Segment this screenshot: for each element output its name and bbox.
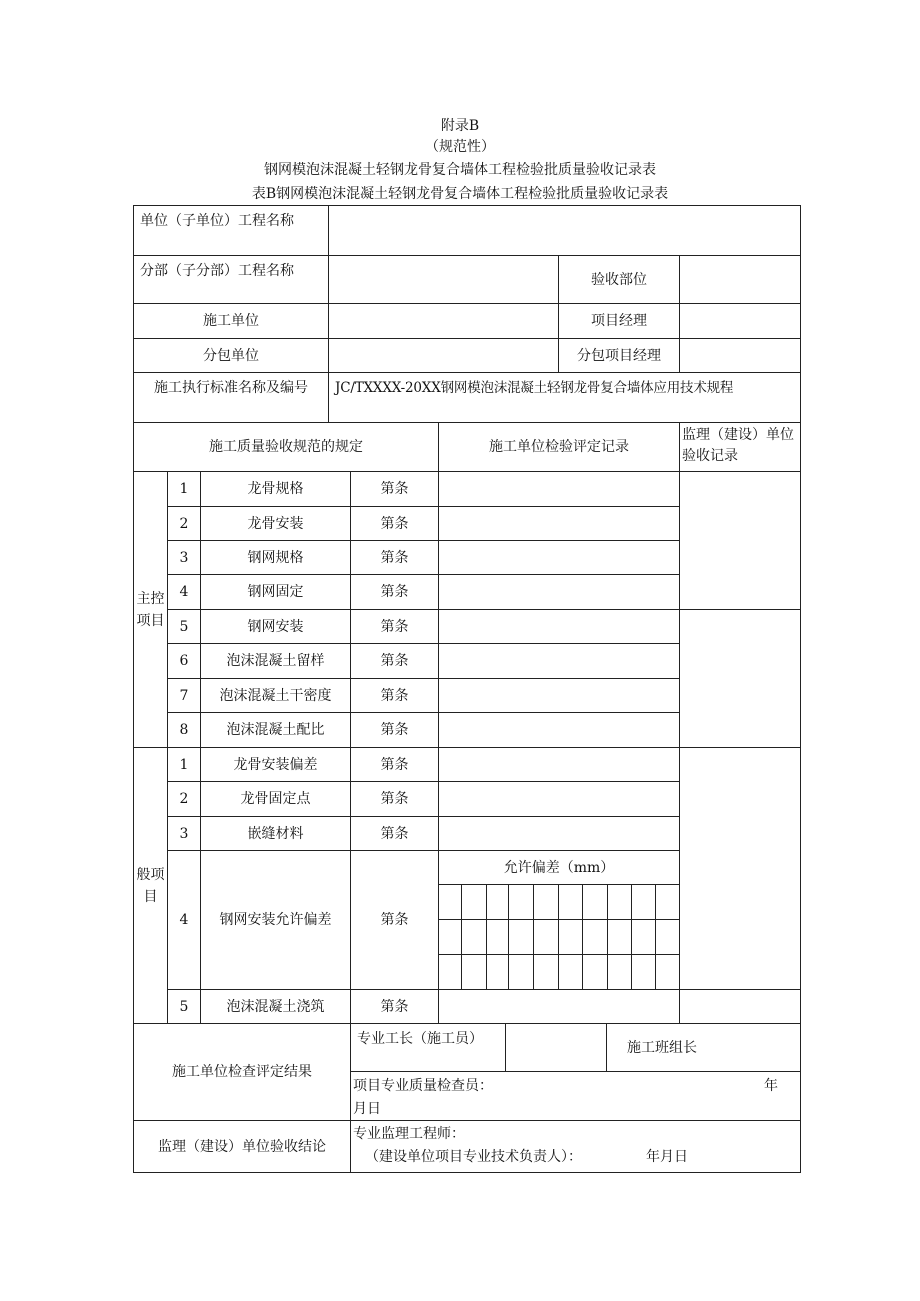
constructor-record-column-header: 施工单位检验评定记录 [439,423,680,472]
tolerance-cell[interactable] [632,920,656,955]
spec-column-header: 施工质量验收规范的规定 [134,423,439,472]
main-control-item-record-field[interactable] [439,644,680,679]
appendix-label: 附录B [440,118,480,134]
subcontractor-label: 分包单位 [134,339,329,373]
main-control-item-clause: 第条 [351,644,439,679]
general-item-clause: 第条 [351,990,439,1024]
general-item-name: 泡沫混凝土浇筑 [201,990,351,1024]
conclusion-date: 年月日 [646,1149,688,1165]
tolerance-cell[interactable] [487,885,509,920]
general-group-label: 般项目 [134,748,168,1024]
inspector-label: 项目专业质量检查员： [353,1078,493,1094]
acceptance-location-label: 验收部位 [559,256,680,304]
main-control-item-record-field[interactable] [439,713,680,748]
general-item-no: 3 [168,817,201,851]
main-control-item-no: 3 [168,541,201,575]
tolerance-cell[interactable] [656,885,680,920]
foreman-field[interactable] [506,1024,607,1072]
main-control-item-no: 1 [168,472,201,507]
inspection-record-table [133,205,801,1173]
tolerance-cell[interactable] [487,920,509,955]
standard-value: JC/TXXXX-20XX钢网模泡沫混凝土轻钢龙骨复合墙体应用技术规程 [329,373,801,423]
construction-unit-field[interactable] [329,304,559,339]
tolerance-cell[interactable] [583,955,608,990]
main-control-item-name: 龙骨规格 [201,472,351,507]
main-control-item-no: 5 [168,610,201,644]
standard-label: 施工执行标准名称及编号 [134,373,329,423]
general-item-clause: 第条 [351,748,439,782]
main-control-item-record-field[interactable] [439,541,680,575]
inspector-year: 年 [764,1078,778,1094]
main-control-item-clause: 第条 [351,610,439,644]
tolerance-cell[interactable] [462,955,487,990]
general-item-record-field[interactable] [439,748,680,782]
owner-rep-label: （建设单位项目专业技术负责人）： [365,1149,582,1165]
tolerance-cell[interactable] [439,885,462,920]
inspector-month-day: 月日 [353,1101,381,1117]
general-item-no: 4 [168,851,201,990]
tolerance-cell[interactable] [632,885,656,920]
tolerance-cell[interactable] [608,885,632,920]
main-control-item-clause: 第条 [351,507,439,541]
general-item-record-field[interactable] [439,990,680,1024]
main-control-item-no: 6 [168,644,201,679]
tolerance-cell[interactable] [559,885,583,920]
unit-project-name-field[interactable] [329,206,801,256]
general-item-clause: 第条 [351,817,439,851]
supervisor-record-column-header: 监理（建设）单位验收记录 [680,423,801,472]
tolerance-cell[interactable] [462,920,487,955]
main-control-supervisor-field[interactable] [680,472,801,610]
tolerance-cell[interactable] [509,885,534,920]
subcontractor-field[interactable] [329,339,559,373]
main-control-item-clause: 第条 [351,575,439,610]
project-manager-label: 项目经理 [559,304,680,339]
inspector-block [351,1072,801,1121]
general-supervisor-field[interactable] [680,990,801,1024]
general-item-clause: 第条 [351,782,439,817]
supervisor-conclusion-block [351,1121,801,1173]
main-control-item-record-field[interactable] [439,507,680,541]
division-project-name-label: 分部（子分部）工程名称 [134,256,329,304]
tolerance-cell[interactable] [534,920,559,955]
document-title: 钢网模泡沫混凝土轻钢龙骨复合墙体工程检验批质量验收记录表 [264,162,656,178]
tolerance-cell[interactable] [462,885,487,920]
main-control-item-name: 泡沫混凝土干密度 [201,679,351,713]
tolerance-cell[interactable] [583,920,608,955]
tolerance-cell[interactable] [608,920,632,955]
main-control-item-name: 钢网规格 [201,541,351,575]
tolerance-cell[interactable] [439,920,462,955]
general-item-record-field[interactable] [439,782,680,817]
tolerance-cell[interactable] [487,955,509,990]
tolerance-cell[interactable] [632,955,656,990]
main-control-item-no: 4 [168,575,201,610]
general-item-no: 1 [168,748,201,782]
main-control-item-clause: 第条 [351,541,439,575]
general-item-name: 龙骨固定点 [201,782,351,817]
general-item-name: 龙骨安装偏差 [201,748,351,782]
main-control-item-name: 龙骨安装 [201,507,351,541]
general-item-no: 2 [168,782,201,817]
unit-project-name-label: 单位（子单位）工程名称 [134,206,329,256]
main-control-item-no: 2 [168,507,201,541]
tolerance-cell[interactable] [656,920,680,955]
general-item-clause: 第条 [351,851,439,990]
main-control-item-record-field[interactable] [439,575,680,610]
main-control-item-name: 钢网安装 [201,610,351,644]
constructor-result-label: 施工单位检查评定结果 [134,1024,351,1121]
tolerance-cell[interactable] [559,955,583,990]
table-caption: 表B钢网模泡沫混凝土轻钢龙骨复合墙体工程检验批质量验收记录表 [251,186,669,202]
tolerance-cell[interactable] [439,955,462,990]
main-control-item-no: 8 [168,713,201,748]
main-control-group-label: 主控项目 [134,472,168,748]
tolerance-cell[interactable] [656,955,680,990]
team-leader-label: 施工班组长 [607,1024,801,1072]
general-item-name: 钢网安装允许偏差 [201,851,351,990]
sub-project-manager-field[interactable] [680,339,801,373]
tolerance-cell[interactable] [534,885,559,920]
general-item-no: 5 [168,990,201,1024]
main-control-item-clause: 第条 [351,472,439,507]
tolerance-cell[interactable] [509,955,534,990]
main-control-item-record-field[interactable] [439,679,680,713]
main-control-item-record-field[interactable] [439,610,680,644]
main-control-item-record-field[interactable] [439,472,680,507]
main-control-item-clause: 第条 [351,679,439,713]
tolerance-cell[interactable] [608,955,632,990]
main-control-supervisor-field[interactable] [680,610,801,748]
main-control-item-name: 钢网固定 [201,575,351,610]
division-project-name-field[interactable] [329,256,559,304]
main-control-item-no: 7 [168,679,201,713]
main-control-item-name: 泡沫混凝土留样 [201,644,351,679]
main-control-item-name: 泡沫混凝土配比 [201,713,351,748]
tolerance-cell[interactable] [509,920,534,955]
main-control-item-clause: 第条 [351,713,439,748]
tolerance-cell[interactable] [534,955,559,990]
acceptance-location-field[interactable] [680,256,801,304]
sub-project-manager-label: 分包项目经理 [559,339,680,373]
tolerance-header: 允许偏差（mm） [439,851,680,885]
supervising-engineer-label: 专业监理工程师： [353,1126,465,1142]
tolerance-cell[interactable] [559,920,583,955]
foreman-label: 专业工长（施工员） [351,1024,506,1072]
general-item-name: 嵌缝材料 [201,817,351,851]
general-item-record-field[interactable] [439,817,680,851]
general-supervisor-field[interactable] [680,748,801,990]
tolerance-cell[interactable] [583,885,608,920]
construction-unit-label: 施工单位 [134,304,329,339]
project-manager-field[interactable] [680,304,801,339]
supervisor-conclusion-label: 监理（建设）单位验收结论 [134,1121,351,1173]
normative-label: （规范性） [425,139,495,155]
